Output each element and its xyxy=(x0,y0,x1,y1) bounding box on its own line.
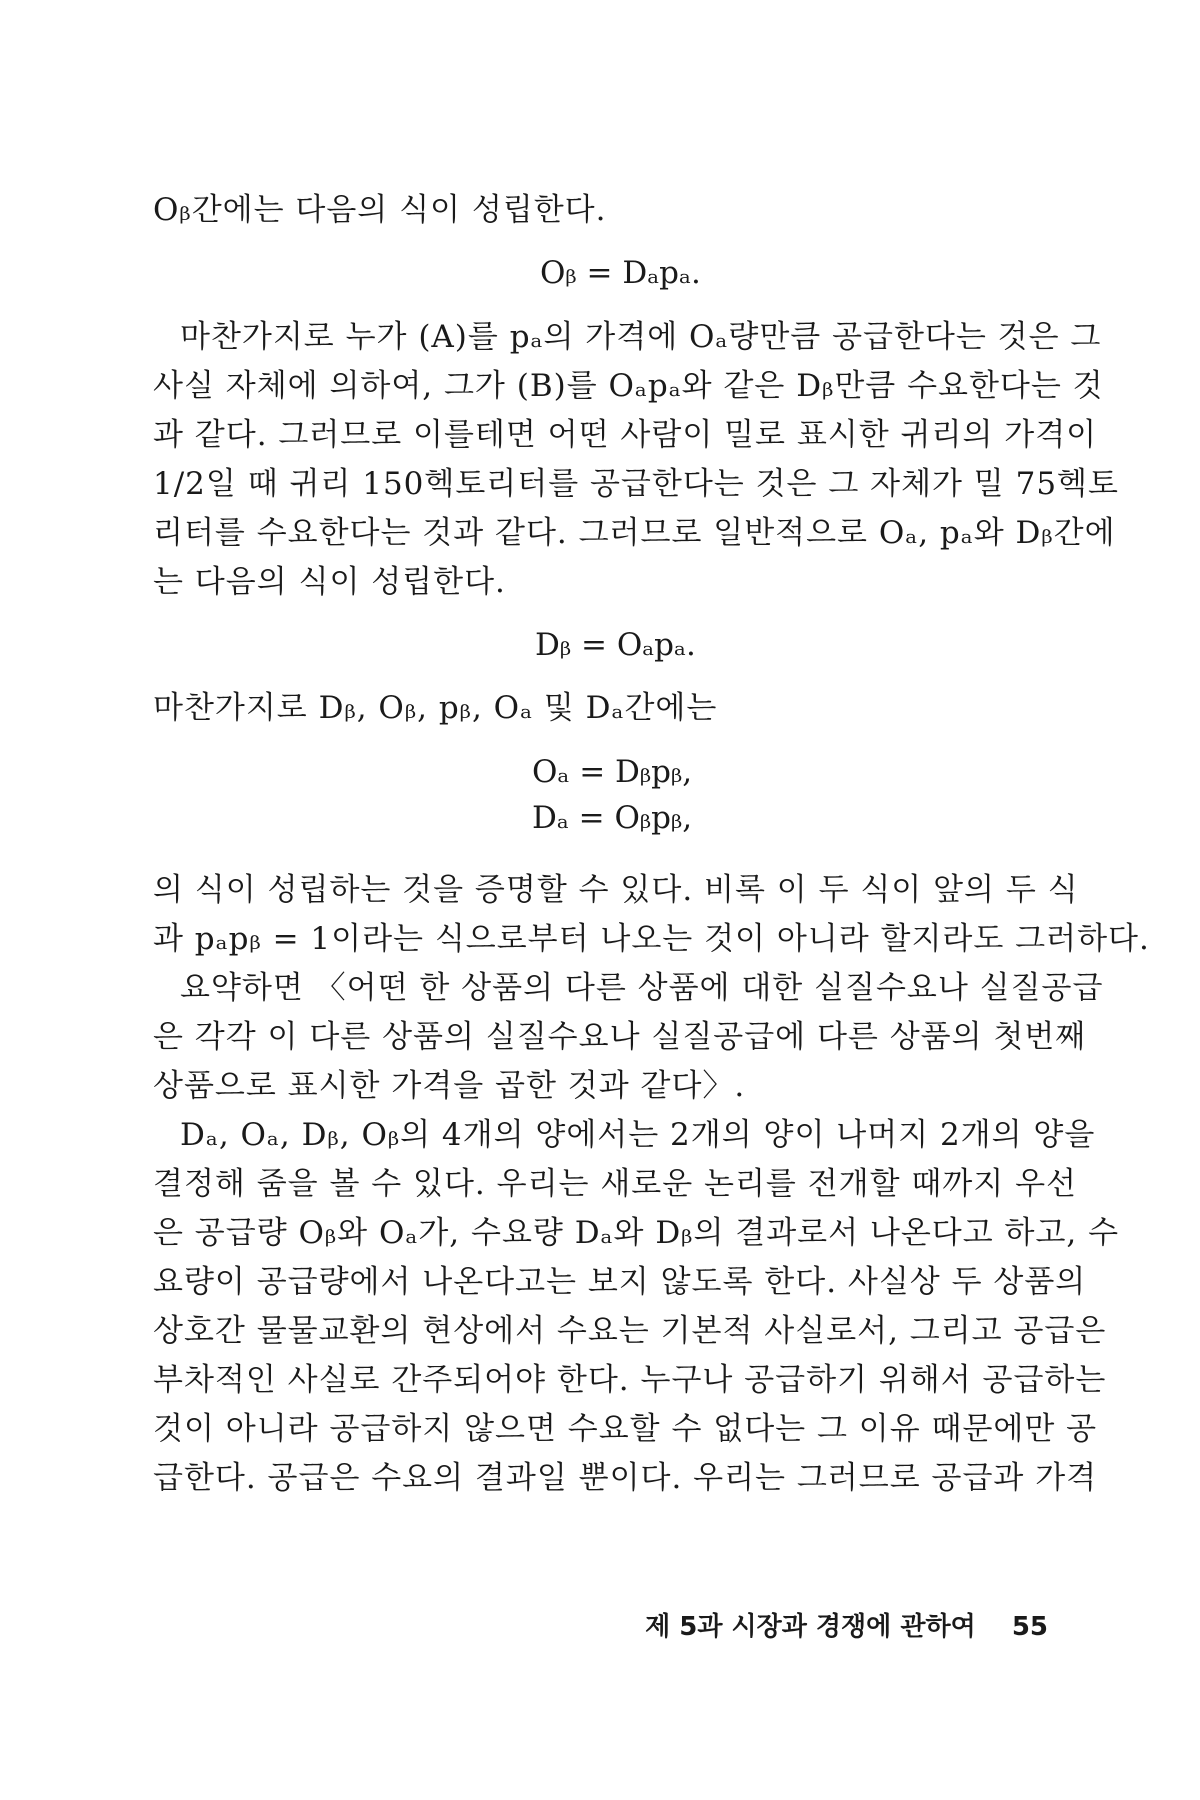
paragraph-line: 1/2일 때 귀리 150헥토리터를 공급한다는 것은 그 자체가 밀 75헥토 xyxy=(153,466,1119,502)
equation: Dᵦ = Oₐpₐ. xyxy=(535,627,696,663)
paragraph-line: 은 각각 이 다른 상품의 실질수요나 실질공급에 다른 상품의 첫번째 xyxy=(153,1019,1087,1055)
paragraph-line: 요약하면 〈어떤 한 상품의 다른 상품에 대한 실질수요나 실질공급 xyxy=(180,970,1104,1006)
paragraph-line: 상호간 물물교환의 현상에서 수요는 기본적 사실로서, 그리고 공급은 xyxy=(153,1313,1107,1349)
equation: Oᵦ = Dₐpₐ. xyxy=(540,255,701,291)
paragraph-line: 과 같다. 그러므로 이를테면 어떤 사람이 밀로 표시한 귀리의 가격이 xyxy=(153,417,1098,453)
paragraph-line: 것이 아니라 공급하지 않으면 수요할 수 없다는 그 이유 때문에만 공 xyxy=(153,1411,1098,1447)
paragraph-line: 의 식이 성립하는 것을 증명할 수 있다. 비록 이 두 식이 앞의 두 식 xyxy=(153,872,1079,908)
paragraph-line: 요량이 공급량에서 나온다고는 보지 않도록 한다. 사실상 두 상품의 xyxy=(153,1264,1087,1300)
equation: Dₐ = Oᵦpᵦ, xyxy=(532,800,693,836)
paragraph-line: Dₐ, Oₐ, Dᵦ, Oᵦ의 4개의 양에서는 2개의 양이 나머지 2개의 양을 xyxy=(180,1117,1096,1153)
paragraph-line: 마찬가지로 누가 (A)를 pₐ의 가격에 Oₐ량만큼 공급한다는 것은 그 xyxy=(180,319,1102,355)
running-footer xyxy=(620,1610,1048,1644)
page-number: 55 xyxy=(1011,1612,1048,1642)
paragraph-line: 결정해 줌을 볼 수 있다. 우리는 새로운 논리를 전개할 때까지 우선 xyxy=(153,1166,1077,1202)
paragraph-line: 부차적인 사실로 간주되어야 한다. 누구나 공급하기 위해서 공급하는 xyxy=(153,1362,1107,1398)
paragraph-line: Oᵦ간에는 다음의 식이 성립한다. xyxy=(153,192,607,228)
paragraph-line: 과 pₐpᵦ = 1이라는 식으로부터 나오는 것이 아니라 할지라도 그러하다. xyxy=(153,921,1150,957)
paragraph-line: 상품으로 표시한 가격을 곱한 것과 같다〉. xyxy=(153,1068,746,1104)
paragraph-line: 은 공급량 Oᵦ와 Oₐ가, 수요량 Dₐ와 Dᵦ의 결과로서 나온다고 하고, 수 xyxy=(153,1215,1120,1251)
equation: Oₐ = Dᵦpᵦ, xyxy=(532,754,693,790)
paragraph-line: 급한다. 공급은 수요의 결과일 뿐이다. 우리는 그러므로 공급과 가격 xyxy=(153,1460,1098,1496)
paragraph-line: 사실 자체에 의하여, 그가 (B)를 Oₐpₐ와 같은 Dᵦ만큼 수요한다는 것 xyxy=(153,368,1104,404)
chapter-title: 제 5과 시장과 경쟁에 관하여 xyxy=(645,1612,976,1642)
paragraph-line: 마찬가지로 Dᵦ, Oᵦ, pᵦ, Oₐ 및 Dₐ간에는 xyxy=(153,690,718,726)
paragraph-line: 는 다음의 식이 성립한다. xyxy=(153,564,506,600)
paragraph-line: 리터를 수요한다는 것과 같다. 그러므로 일반적으로 Oₐ, pₐ와 Dᵦ간에 xyxy=(153,515,1116,551)
